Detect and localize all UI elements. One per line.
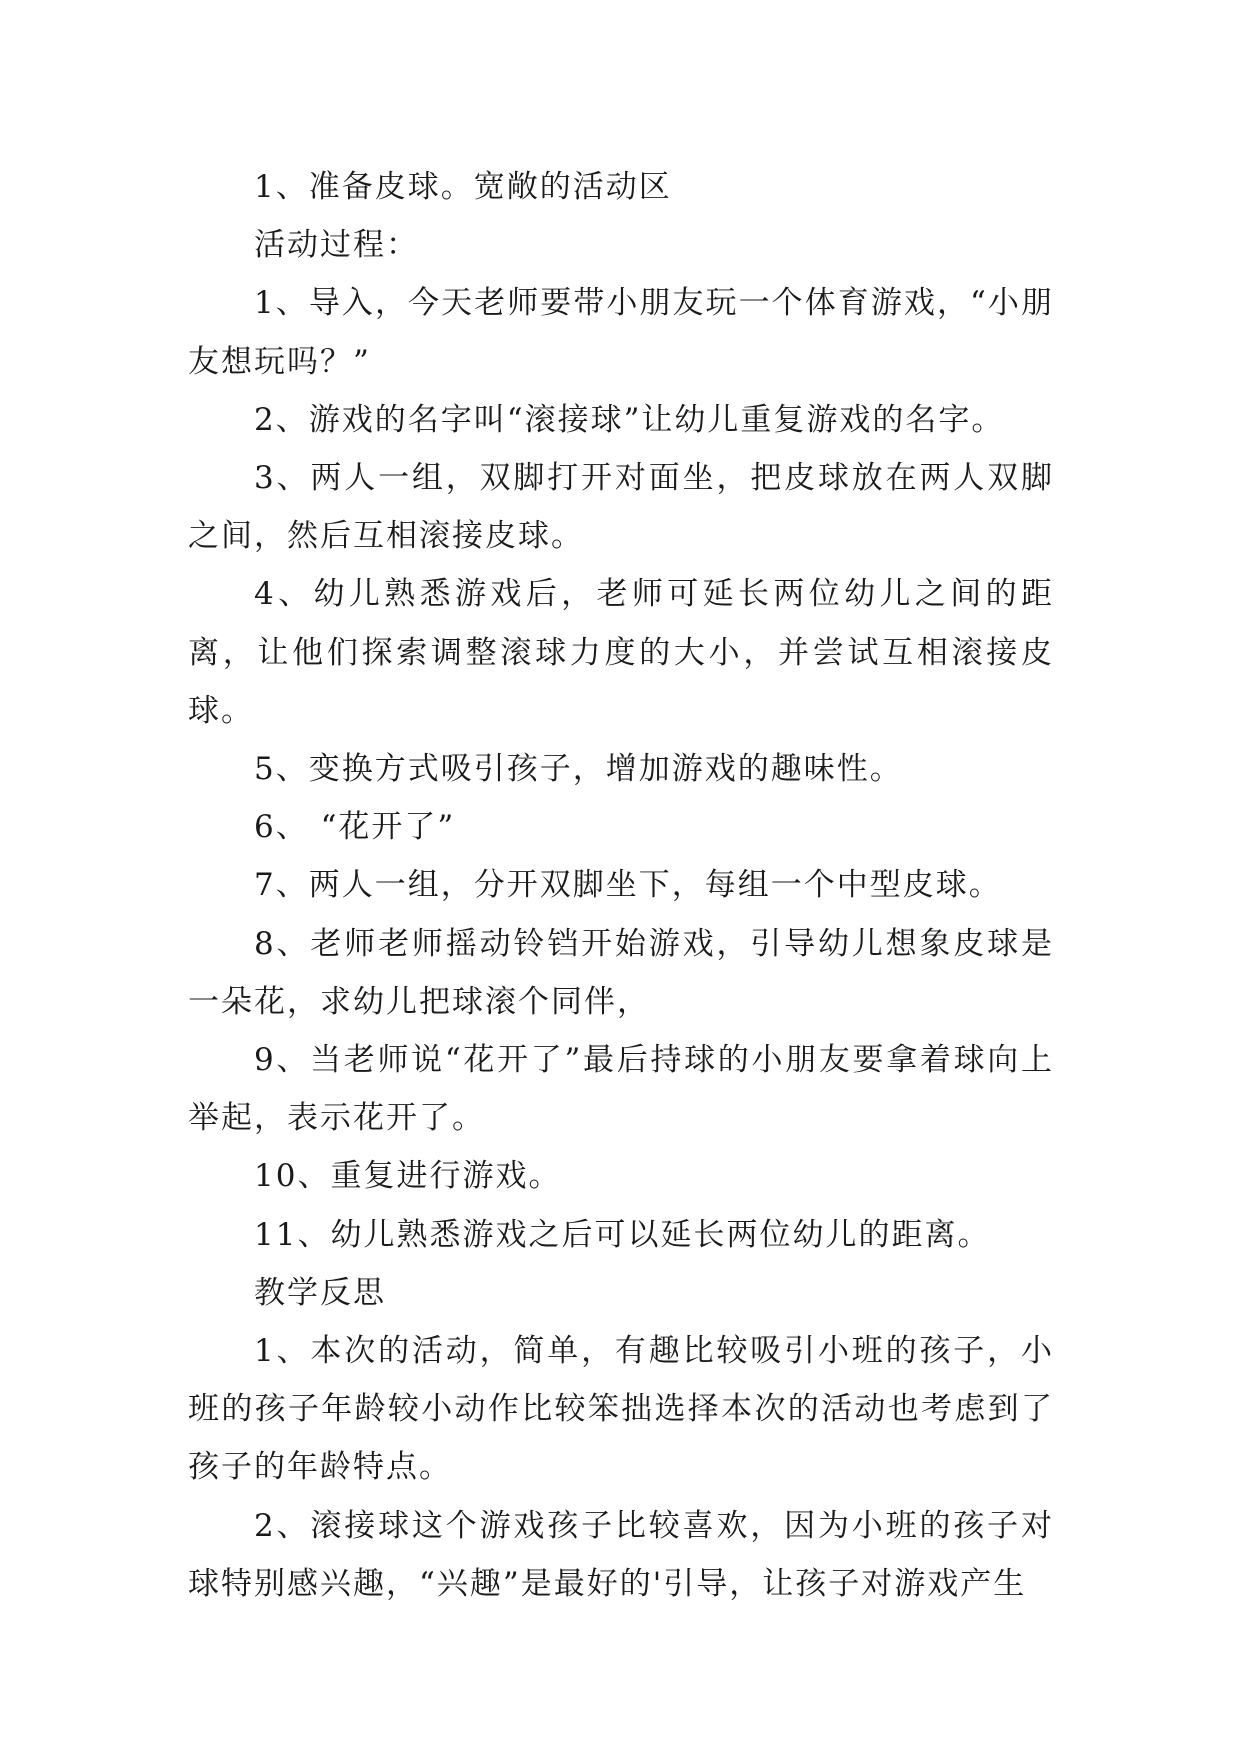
- paragraph-step-9: 9、当老师说“花开了”最后持球的小朋友要拿着球向上举起，表示花开了。: [188, 1042, 1054, 1137]
- paragraph-step-7: 7、两人一组，分开双脚坐下，每组一个中型皮球。: [254, 867, 1002, 904]
- paragraph-step-11: 11、幼儿熟悉游戏之后可以延长两位幼儿的距离。: [254, 1216, 991, 1253]
- paragraph-step-4: 4、幼儿熟悉游戏后，老师可延长两位幼儿之间的距离，让他们探索调整滚球力度的大小，并尝试互相滚接皮球。: [188, 576, 1054, 729]
- paragraph-step-8: 8、老师老师摇动铃铛开始游戏，引导幼儿想象皮球是一朵花，求幼儿把球滚个同伴，: [188, 925, 1054, 1020]
- paragraph-reflection-1: 1、本次的活动，简单，有趣比较吸引小班的孩子，小班的孩子年龄较小动作比较笨拙选择本次的活动也考虑到了孩子的年龄特点。: [188, 1333, 1054, 1486]
- paragraph-step-10: 10、重复进行游戏。: [254, 1158, 562, 1195]
- paragraph-step-2: 2、游戏的名字叫“滚接球”让幼儿重复游戏的名字。: [254, 401, 1005, 438]
- paragraph-materials: 1、准备皮球。宽敞的活动区: [254, 169, 672, 205]
- paragraph-step-3: 3、两人一组，双脚打开对面坐，把皮球放在两人双脚之间，然后互相滚接皮球。: [188, 460, 1054, 555]
- section-heading-activity-process: 活动过程：: [254, 227, 419, 264]
- paragraph-step-6: 6、 “花开了”: [254, 809, 456, 846]
- document-body: [188, 158, 1054, 1613]
- paragraph-reflection-2: 2、滚接球这个游戏孩子比较喜欢，因为小班的孩子对球特别感兴趣，“兴趣”是最好的'引导，让孩子对游戏产生: [188, 1507, 1054, 1602]
- paragraph-step-1: 1、导入，今天老师要带小朋友玩一个体育游戏，“小朋友想玩吗？”: [188, 285, 1054, 380]
- section-heading-teaching-reflection: 教学反思: [254, 1274, 386, 1311]
- paragraph-step-5: 5、变换方式吸引孩子，增加游戏的趣味性。: [254, 751, 903, 788]
